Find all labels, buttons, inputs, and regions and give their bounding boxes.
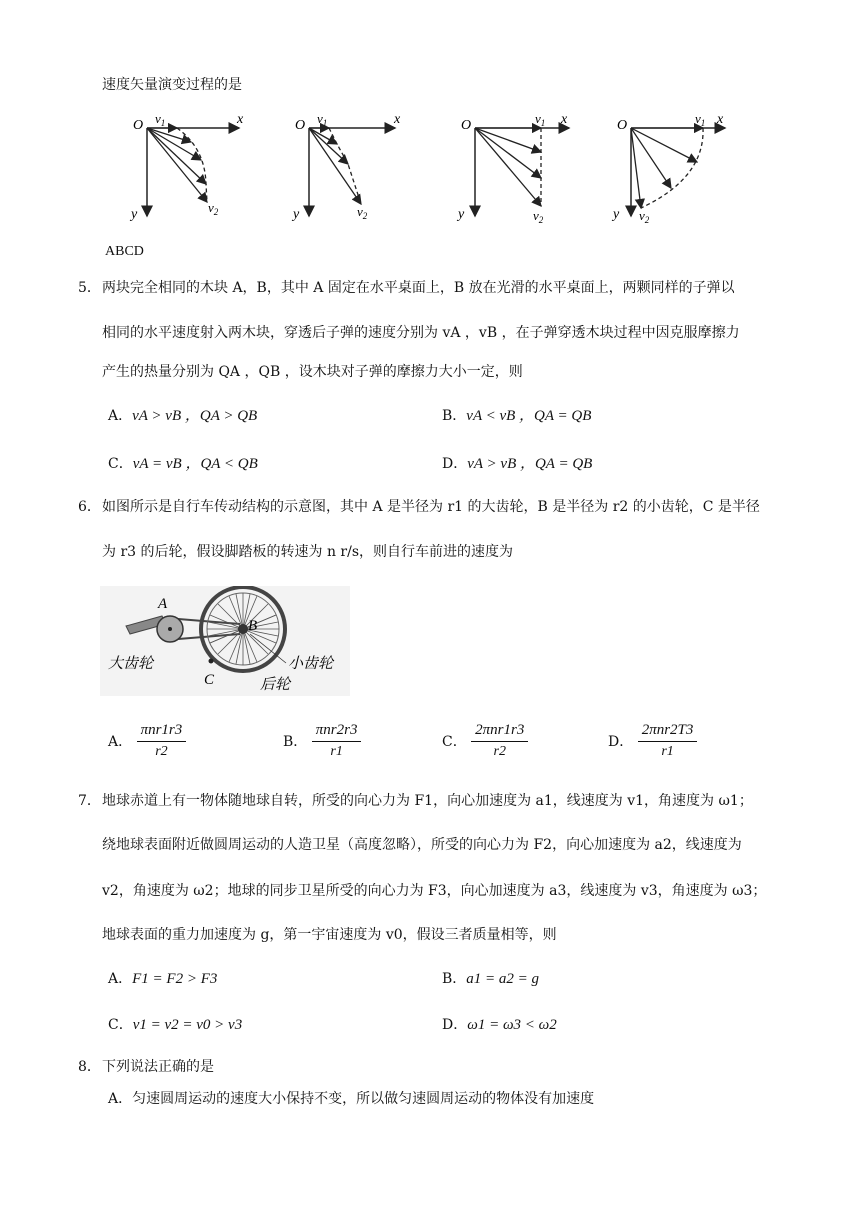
- q7-line-3: v2，角速度为 ω2；地球的同步卫星所受的向心力为 F3，向心加速度为 a3，线速度为 v3，角速度为 ω3；: [102, 883, 767, 899]
- q5-option-a[interactable]: A．vA > vB ，QA > QB: [108, 408, 258, 424]
- point-c: [209, 659, 214, 664]
- svg-text:v2: $v_2$: [357, 204, 368, 221]
- label-c: C: [204, 672, 215, 688]
- svg-text:v1: $v_1$: [155, 111, 166, 128]
- svg-text:v2: $v_2$: [208, 200, 219, 217]
- label-a: A: [158, 596, 168, 612]
- q7-option-a[interactable]: A．F1 = F2 > F3: [108, 971, 218, 987]
- q5-line-3: 产生的热量分别为 QA ，QB ，设木块对子弹的摩擦力大小一定，则: [102, 364, 523, 380]
- svg-text:O: O: [461, 118, 472, 133]
- q7-option-b[interactable]: B．a1 = a2 = g: [442, 971, 540, 987]
- q4-options-label: ABCD: [105, 244, 144, 259]
- q5-option-c[interactable]: C．vA = vB ，QA < QB: [108, 456, 258, 472]
- svg-text:x: x: [237, 112, 244, 127]
- svg-text:v1: $v_1$: [695, 111, 706, 128]
- svg-text:y: y: [131, 207, 138, 222]
- q6-number: 6．: [78, 499, 101, 515]
- q8-number: 8．: [78, 1059, 101, 1075]
- vector-diagram-c: [456, 111, 569, 225]
- label-small-gear: 小齿轮: [288, 654, 334, 672]
- svg-text:v2: $v_2$: [533, 208, 544, 225]
- q5-option-d[interactable]: D．vA > vB ，QA = QB: [442, 456, 593, 472]
- q4-vector-diagrams: [105, 108, 765, 230]
- label-big-gear: 大齿轮: [108, 654, 154, 672]
- bicycle-transmission-figure: [100, 586, 350, 696]
- q5-line-2: 相同的水平速度射入两木块，穿透后子弹的速度分别为 vA ，vB ，在子弹穿透木块过程中因克服摩擦力: [102, 325, 740, 341]
- q5-option-b[interactable]: B．vA < vB ，QA = QB: [442, 408, 592, 424]
- svg-text:O: O: [617, 118, 628, 133]
- q7-line-4: 地球表面的重力加速度为 g，第一宇宙速度为 v0，假设三者质量相等，则: [102, 927, 557, 943]
- q6-option-d[interactable]: D． $\frac{\text{2πnr2T3}}{r1}$: [608, 722, 697, 760]
- q8-stem: 下列说法正确的是: [102, 1059, 214, 1075]
- svg-text:O: O: [295, 118, 306, 133]
- label-b: B: [248, 618, 258, 634]
- q7-option-d[interactable]: D．ω1 = ω3 < ω2: [442, 1017, 557, 1033]
- label-rear-wheel: 后轮: [260, 675, 291, 693]
- vector-diagram-b: [291, 111, 401, 222]
- q7-line-1: 地球赤道上有一物体随地球自转，所受的向心力为 F1，向心加速度为 a1，线速度为 v1，角速度为 ω1；: [102, 793, 753, 809]
- q5-line-1: 两块完全相同的木块 A，B，其中 A 固定在水平桌面上，B 放在光滑的水平桌面上，两颗同样的子弹以: [102, 280, 735, 296]
- svg-text:x: x: [561, 112, 568, 127]
- svg-text:x: x: [717, 112, 724, 127]
- q6-option-c[interactable]: C． $\frac{\text{2πnr1r3}}{r2}$: [442, 722, 528, 760]
- vector-diagram-d: [611, 111, 725, 225]
- svg-text:x: x: [394, 112, 401, 127]
- q6-line-2: 为 r3 的后轮，假设脚踏板的转速为 n r/s，则自行车前进的速度为: [102, 544, 514, 560]
- svg-text:v1: $v_1$: [535, 111, 546, 128]
- q6-option-a[interactable]: A． $\frac{\text{πnr1r3}}{r2}$: [108, 722, 186, 760]
- vector-diagram-a: [129, 111, 244, 222]
- q7-option-c[interactable]: C．v1 = v2 = v0 > v3: [108, 1017, 243, 1033]
- svg-text:v1: $v_1$: [317, 111, 328, 128]
- q8-option-a[interactable]: A．匀速圆周运动的速度大小保持不变，所以做匀速圆周运动的物体没有加速度: [108, 1091, 595, 1107]
- svg-text:y: y: [458, 207, 465, 222]
- q6-line-1: 如图所示是自行车传动结构的示意图，其中 A 是半径为 r1 的大齿轮，B 是半径为 r2 的小齿轮，C 是半径: [102, 499, 760, 515]
- svg-text:v2: $v_2$: [639, 208, 650, 225]
- q7-number: 7．: [78, 793, 101, 809]
- svg-text:y: y: [613, 207, 620, 222]
- q4-stem-tail: 速度矢量演变过程的是: [102, 77, 242, 93]
- q6-option-b[interactable]: B． $\frac{\text{πnr2r3}}{r1}$: [283, 722, 361, 760]
- q7-line-2: 绕地球表面附近做圆周运动的人造卫星（高度忽略），所受的向心力为 F2，向心加速度为 a2，线速度为: [102, 837, 742, 853]
- small-gear: [238, 624, 248, 634]
- q5-number: 5．: [78, 280, 101, 296]
- svg-text:y: y: [293, 207, 300, 222]
- origin-label: O: [133, 118, 144, 133]
